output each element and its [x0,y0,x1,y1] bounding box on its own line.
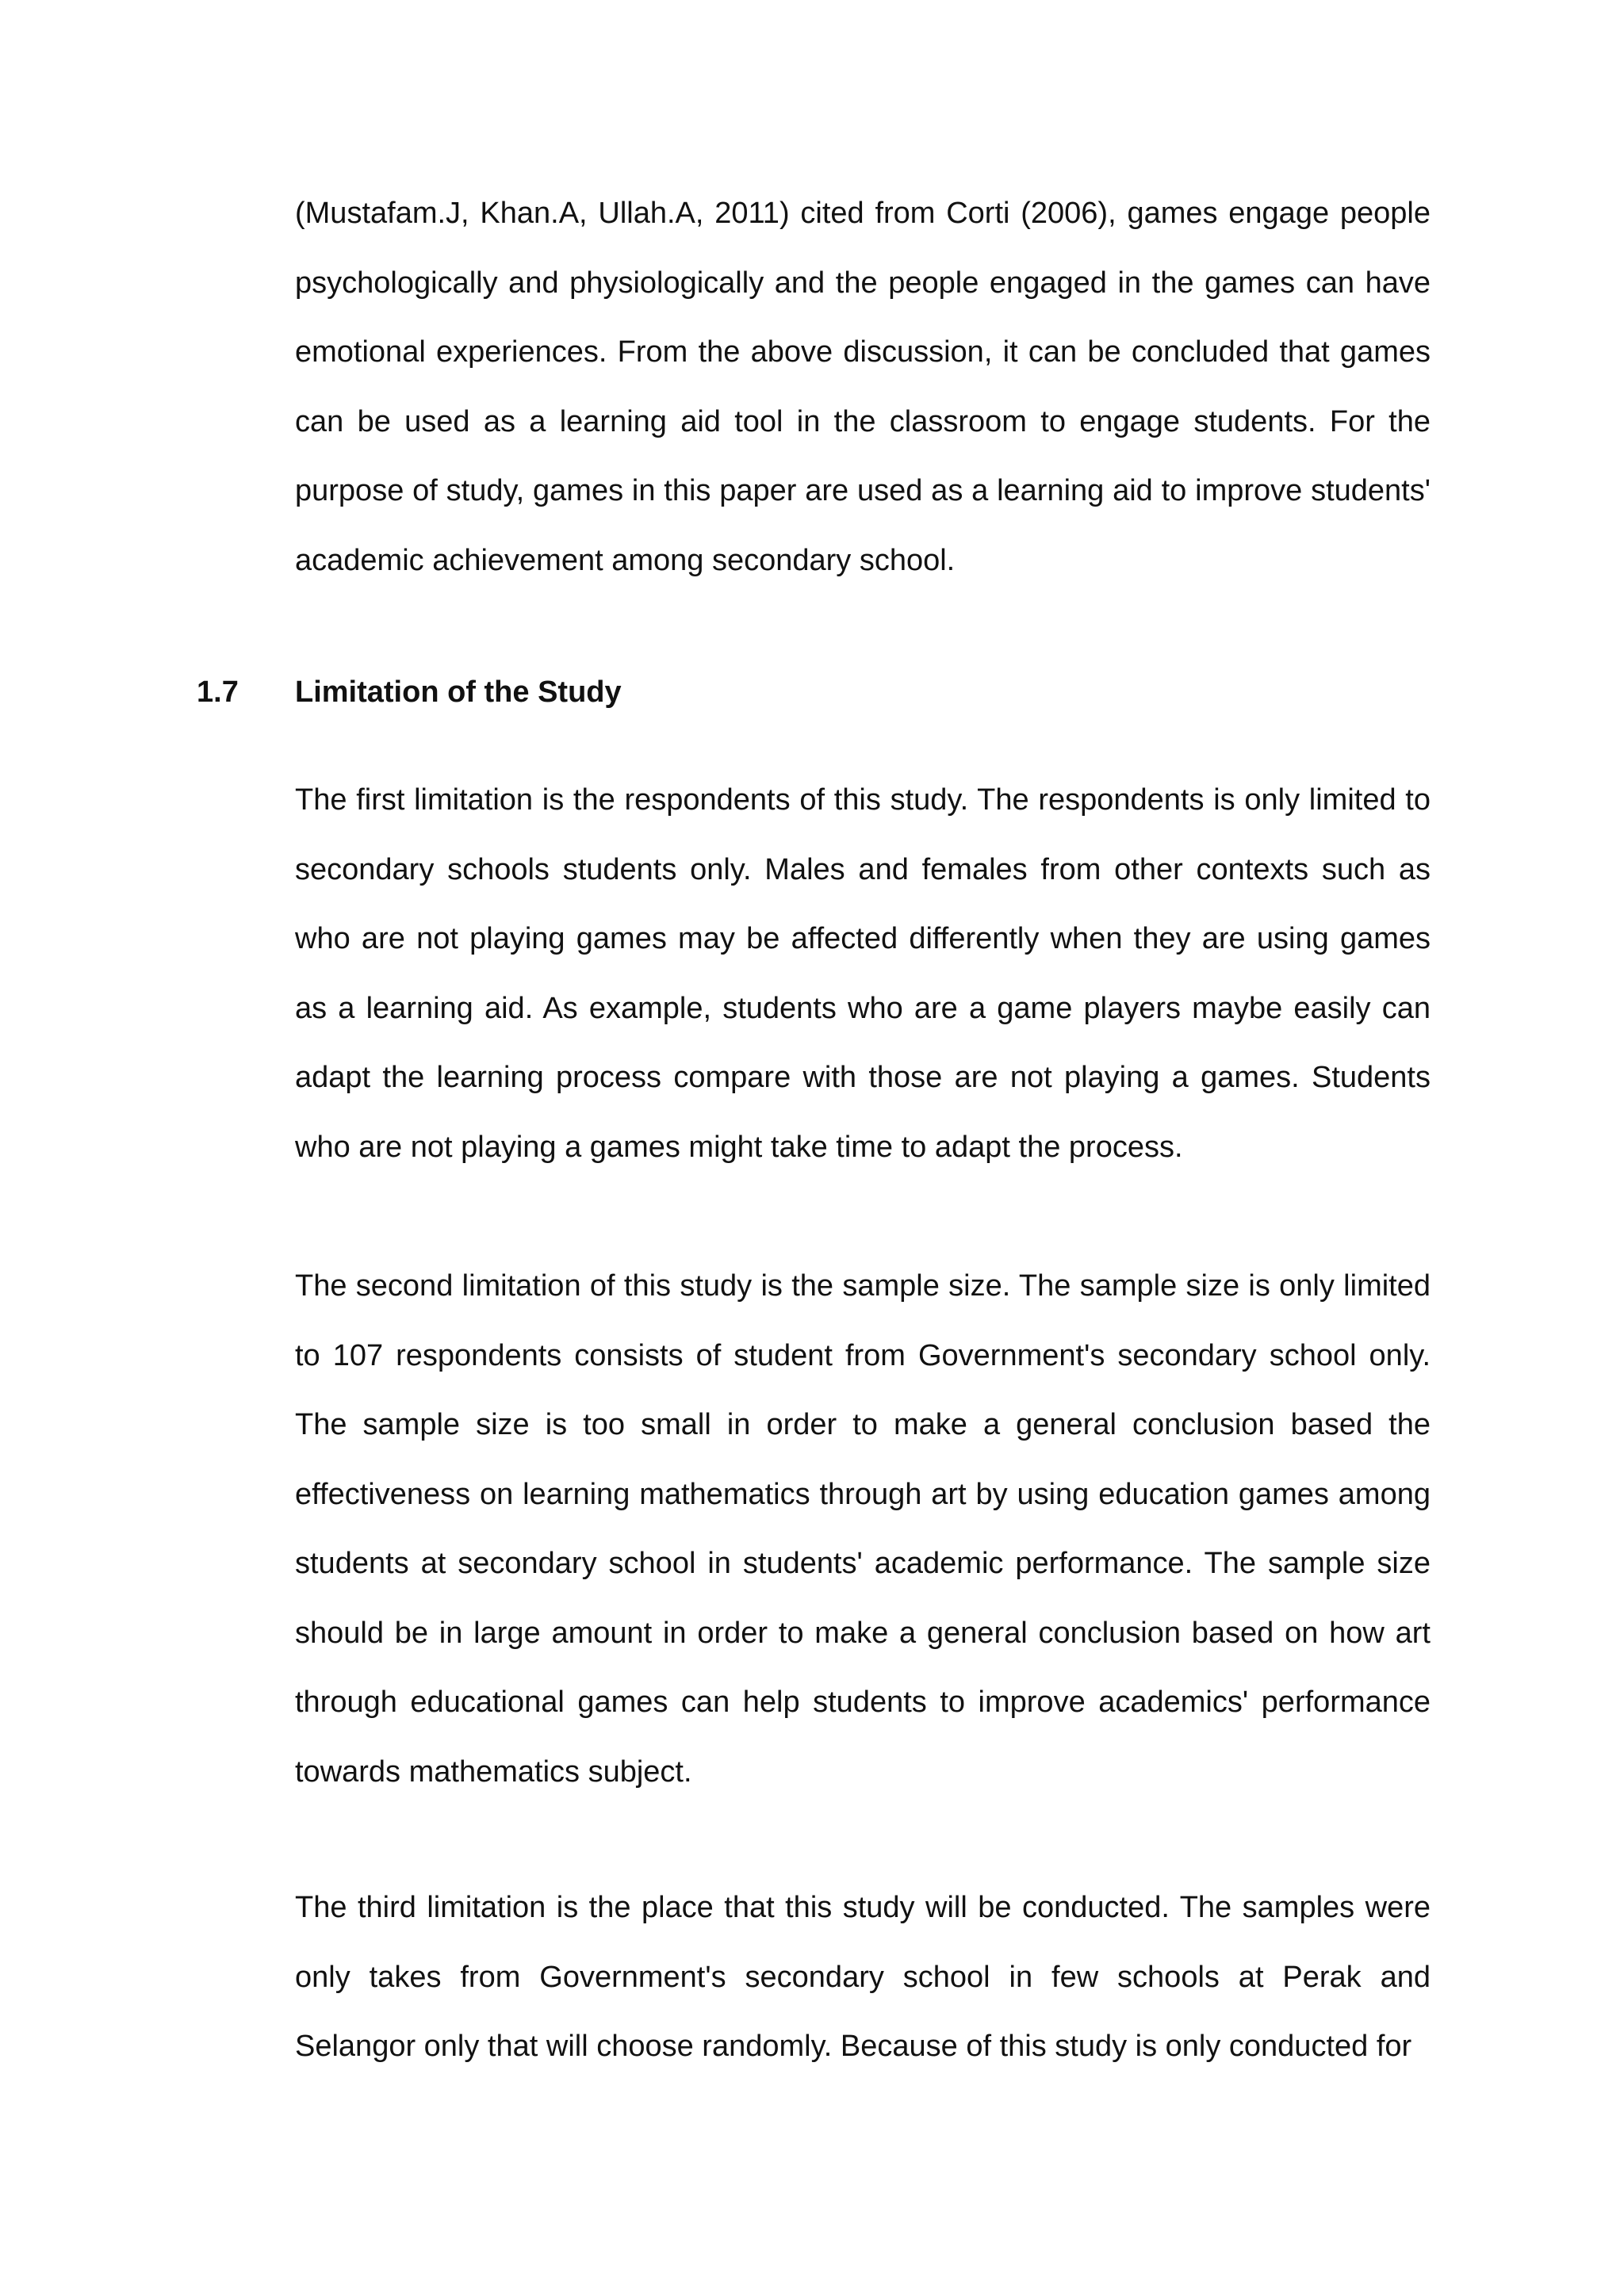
paragraph-corti-games-engagement: (Mustafam.J, Khan.A, Ullah.A, 2011) cited from Corti (2006), games engage people psychologically and physiologically and the people engaged in the games can have emotional experiences. From the above discussion, it can be concluded that games can be used as a learning aid tool in the classroom to engage students. For the purpose of study, games in this paper are used as a learning aid to improve students' academic achievement among secondary school. [295,197,1431,577]
section-heading [197,672,622,712]
paragraph-second-limitation: The second limitation of this study is the sample size. The sample size is only limited to 107 respondents consists of student from Government's secondary school only. The sample size is too small in order to make a general conclusion based the effectiveness on learning mathematics through art by using education games among students at secondary school in students' academic performance. The sample size should be in large amount in order to make a general conclusion based on how art through educational games can help students to improve academics' performance towards mathematics subject. [295,1269,1431,1789]
section-title: Limitation of the Study [295,675,622,709]
paragraph-third-limitation: The third limitation is the place that this study will be conducted. The samples were only takes from Government's secondary school in few schools at Perak and Selangor only that will choose randomly. Because of this study is only conducted for [295,1891,1431,2063]
paragraph-first-limitation: The first limitation is the respondents of this study. The respondents is only limited to secondary schools students only. Males and females from other contexts such as who are not playing games may be affected differently when they are using games as a learning aid. As example, students who are a game players maybe easily can adapt the learning process compare with those are not playing a games. Students who are not playing a games might take time to adapt the process. [295,783,1431,1164]
section-number: 1.7 [197,675,239,709]
